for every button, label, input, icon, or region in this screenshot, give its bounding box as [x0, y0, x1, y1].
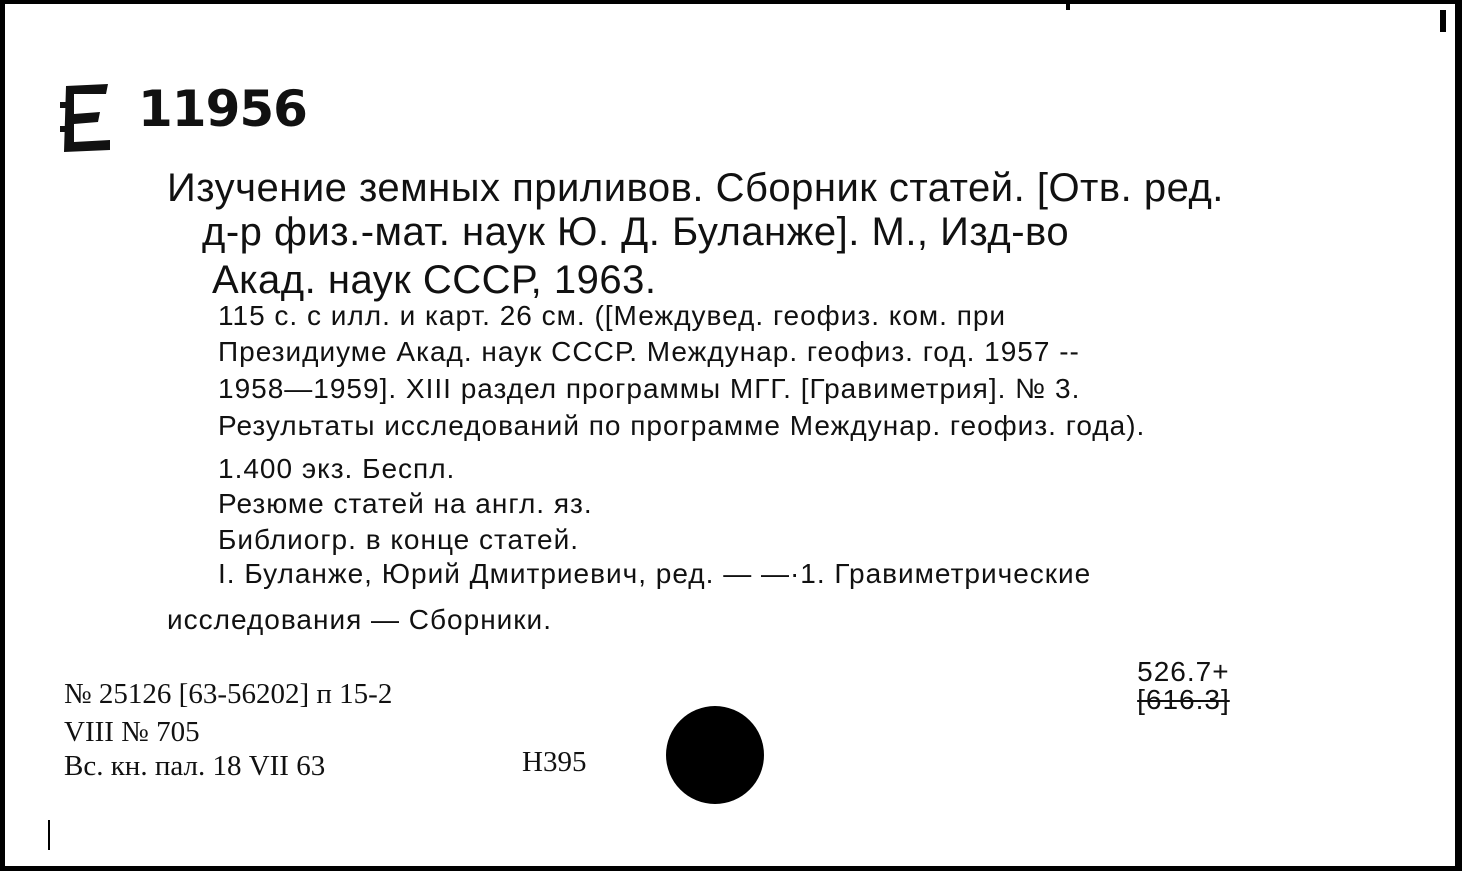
card-border-top	[0, 0, 1462, 4]
handwritten-letter-mark	[60, 80, 118, 156]
call-number: 11956	[138, 80, 307, 138]
specks	[1440, 10, 1446, 32]
collation-line: 115 с. с илл. и карт. 26 см. ([Междувед. геофиз. ком. при	[218, 300, 1007, 331]
card-border-bottom	[0, 866, 1462, 871]
tracing-line: I. Буланже, Юрий Дмитриевич, ред. — —·1. Гравиметрические	[218, 558, 1092, 589]
punch-hole	[666, 706, 764, 804]
title-line: Акад. наук СССР, 1963.	[212, 258, 657, 302]
note-line: Библиогр. в конце статей.	[218, 524, 579, 555]
collation-line: Президиуме Акад. наук СССР. Междунар. геофиз. год. 1957 --	[218, 336, 1080, 367]
collation-line: 1958—1959]. XIII раздел программы МГГ. [Гравиметрия]. № 3.	[218, 373, 1081, 404]
footer-line: № 25126 [63-56202] п 15-2	[64, 678, 393, 710]
card-border-right	[1455, 0, 1462, 871]
tracing-line: исследования — Сборники.	[167, 604, 552, 635]
specks	[1066, 4, 1070, 10]
title-line: д-р физ.-мат. наук Ю. Д. Буланже]. М., Изд-во	[202, 210, 1070, 254]
footer-line: Вс. кн. пал. 18 VII 63	[64, 750, 326, 782]
classification-number	[1102, 630, 1230, 742]
classification-struck: [616.3]	[1137, 684, 1230, 715]
classification-current: 526.7+	[1137, 656, 1230, 687]
specks	[48, 820, 50, 850]
note-line: Резюме статей на англ. яз.	[218, 488, 593, 519]
title-line: Изучение земных приливов. Сборник статей. [Отв. ред.	[167, 166, 1224, 210]
collation-line: Результаты исследований по программе Междунар. геофиз. года).	[218, 410, 1146, 441]
footer-code: Н395	[522, 746, 587, 778]
footer-line: VIII № 705	[64, 716, 200, 748]
card-border-left	[0, 0, 5, 871]
collation-line: 1.400 экз. Беспл.	[218, 453, 456, 484]
